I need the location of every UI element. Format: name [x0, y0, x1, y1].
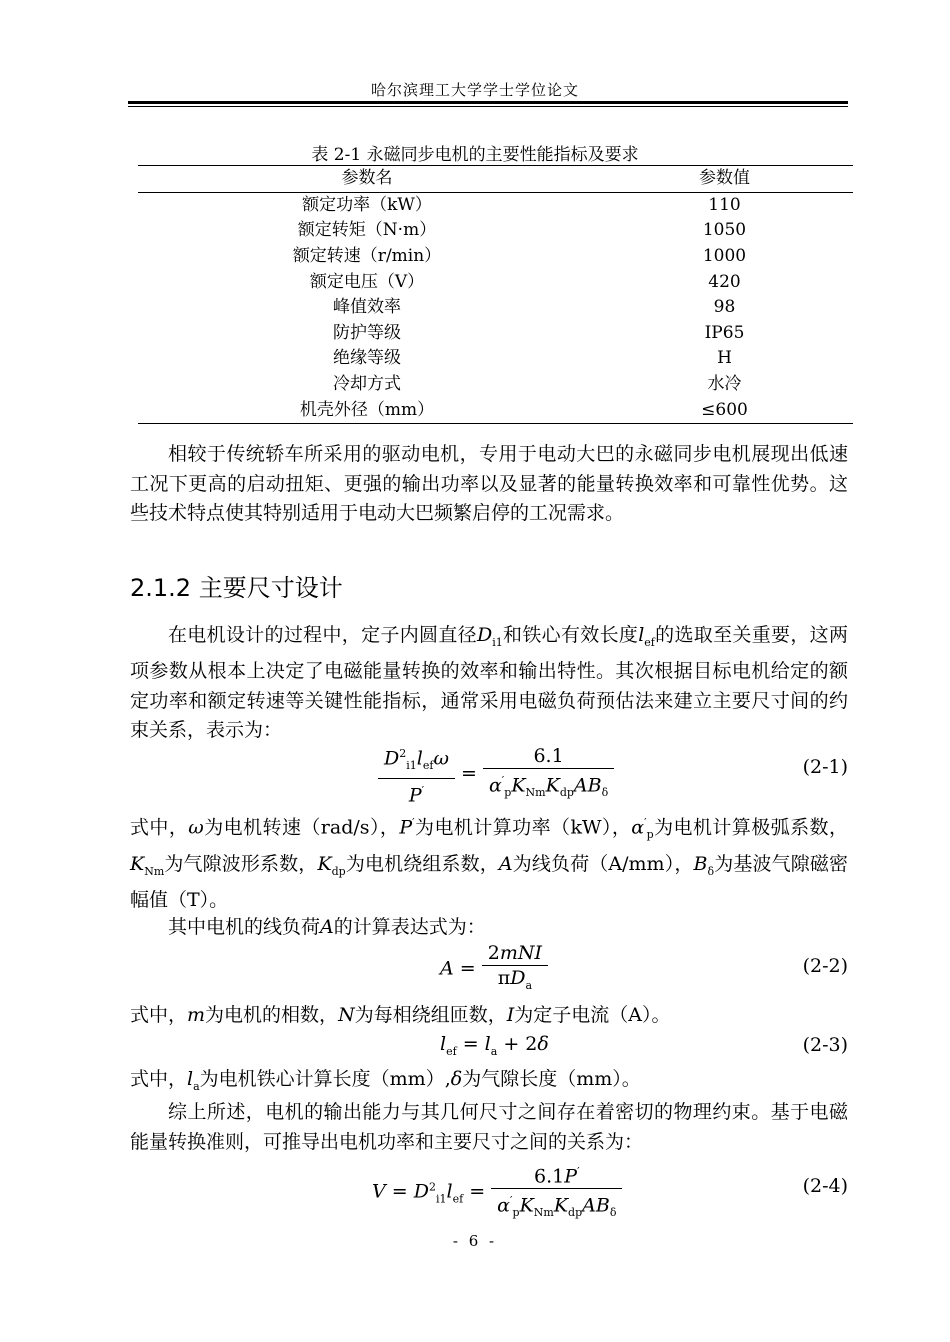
equation-2-3: $l_{ef} = l_a + 2\delta$	[440, 1033, 549, 1058]
table-row	[138, 244, 853, 270]
paragraph-motor-advantages: 相较于传统轿车所采用的驱动电机，专用于电动大巴的永磁同步电机展现出低速工况下更高的启动扭矩、更强的输出功率以及显著的能量转换效率和可靠性优势。这些技术特点使其特别适用于电动大巴频繁启停的工况需求。	[130, 443, 848, 524]
table-row	[138, 269, 853, 295]
table-row	[138, 295, 853, 321]
section-heading: 2.1.2 主要尺寸设计	[130, 574, 343, 602]
param-name: 峰值效率	[333, 297, 401, 318]
header-rule-thick	[128, 101, 848, 104]
table-header-row	[138, 166, 853, 193]
param-value: 1000	[702, 246, 747, 267]
page-number: - 6 -	[452, 1232, 498, 1250]
param-name: 机壳外径（mm）	[299, 399, 435, 420]
paragraph-main-dimensions: 在电机设计的过程中，定子内圆直径$D_{i1}$和铁心有效长度$l_{ef}$的选取至关重要，这两项参数从根本上决定了电磁能量转换的效率和输出特性。其次根据目标电机给定的额定功率和额定转速等关键性能指标，通常采用电磁负荷预估法来建立主要尺寸间的约束关系，表示为：	[130, 624, 848, 742]
equation-number: (2-1)	[802, 756, 848, 778]
equation-number: (2-3)	[802, 1034, 848, 1056]
param-value: 420	[708, 271, 741, 292]
table-caption: 表 2-1 永磁同步电机的主要性能指标及要求	[311, 145, 639, 165]
table-row	[138, 321, 853, 347]
table-row	[138, 218, 853, 244]
paragraph-eq2-symbols: 式中，m为电机的相数，N为每相绕组匝数，I为定子电流（A）。	[130, 1004, 671, 1026]
paragraph-power-dimension-relation: 综上所述，电机的输出能力与其几何尺寸之间存在着密切的物理约束。基于电磁能量转换准则，可推导出电机功率和主要尺寸之间的关系为：	[130, 1101, 848, 1153]
param-value: IP65	[704, 322, 745, 343]
equation-2-2: A = $\frac{\text{2mNI}}{\pi D_a}$	[440, 941, 548, 998]
param-name: 额定功率（kW）	[302, 194, 432, 215]
param-value: 110	[708, 194, 741, 215]
paragraph-line-load: 其中电机的线负荷A的计算表达式为：	[168, 916, 486, 938]
table-row	[138, 346, 853, 372]
running-header: 哈尔滨理工大学学士学位论文	[370, 81, 579, 99]
equation-number: (2-2)	[802, 955, 848, 977]
column-header-value: 参数值	[699, 168, 750, 189]
param-value: ≤600	[701, 399, 748, 420]
param-name: 额定电压（V）	[309, 271, 425, 292]
equation-2-4: $V = D^2_{i1}l_{ef}$ = $\frac{6.1P'}{\alpha'_pK_{Nm}K_{dp}AB_\delta}$	[372, 1160, 622, 1225]
param-value: 水冷	[707, 374, 742, 395]
table-row	[138, 372, 853, 398]
param-value: H	[717, 348, 732, 369]
param-name: 冷却方式	[333, 374, 401, 395]
param-name: 额定转矩（N·m）	[297, 220, 437, 241]
paragraph-eq1-symbols: 式中，ω为电机转速（rad/s），P′为电机计算功率（kW），$\alpha'_p$为电机计算极弧系数，$K_{Nm}$为气隙波形系数，$K_{dp}$为电机绕组系数，A为线负荷（A/mm），$B_\delta$为基波气隙磁密幅值（T）。	[130, 816, 848, 911]
table-row	[138, 192, 853, 218]
param-name: 额定转速（r/min）	[292, 246, 442, 267]
param-value: 98	[713, 297, 736, 318]
equation-2-1: $\frac{D^2_{i1}l_{ef}\omega}{P'}$ = $\frac{6.1}{\alpha'_pK_{Nm}K_{dp}AB_\delta}$	[378, 742, 614, 807]
param-name: 绝缘等级	[333, 348, 401, 369]
equation-number: (2-4)	[802, 1175, 848, 1197]
column-header-param: 参数名	[341, 168, 393, 189]
param-name: 防护等级	[333, 322, 401, 343]
table-row	[138, 397, 853, 423]
param-value: 1050	[702, 220, 747, 241]
header-rule-thin	[128, 106, 848, 107]
spec-table	[138, 165, 853, 424]
paragraph-eq3-symbols: 式中，$l_a$为电机铁心计算长度（mm）,δ为气隙长度（mm）。	[130, 1068, 641, 1093]
